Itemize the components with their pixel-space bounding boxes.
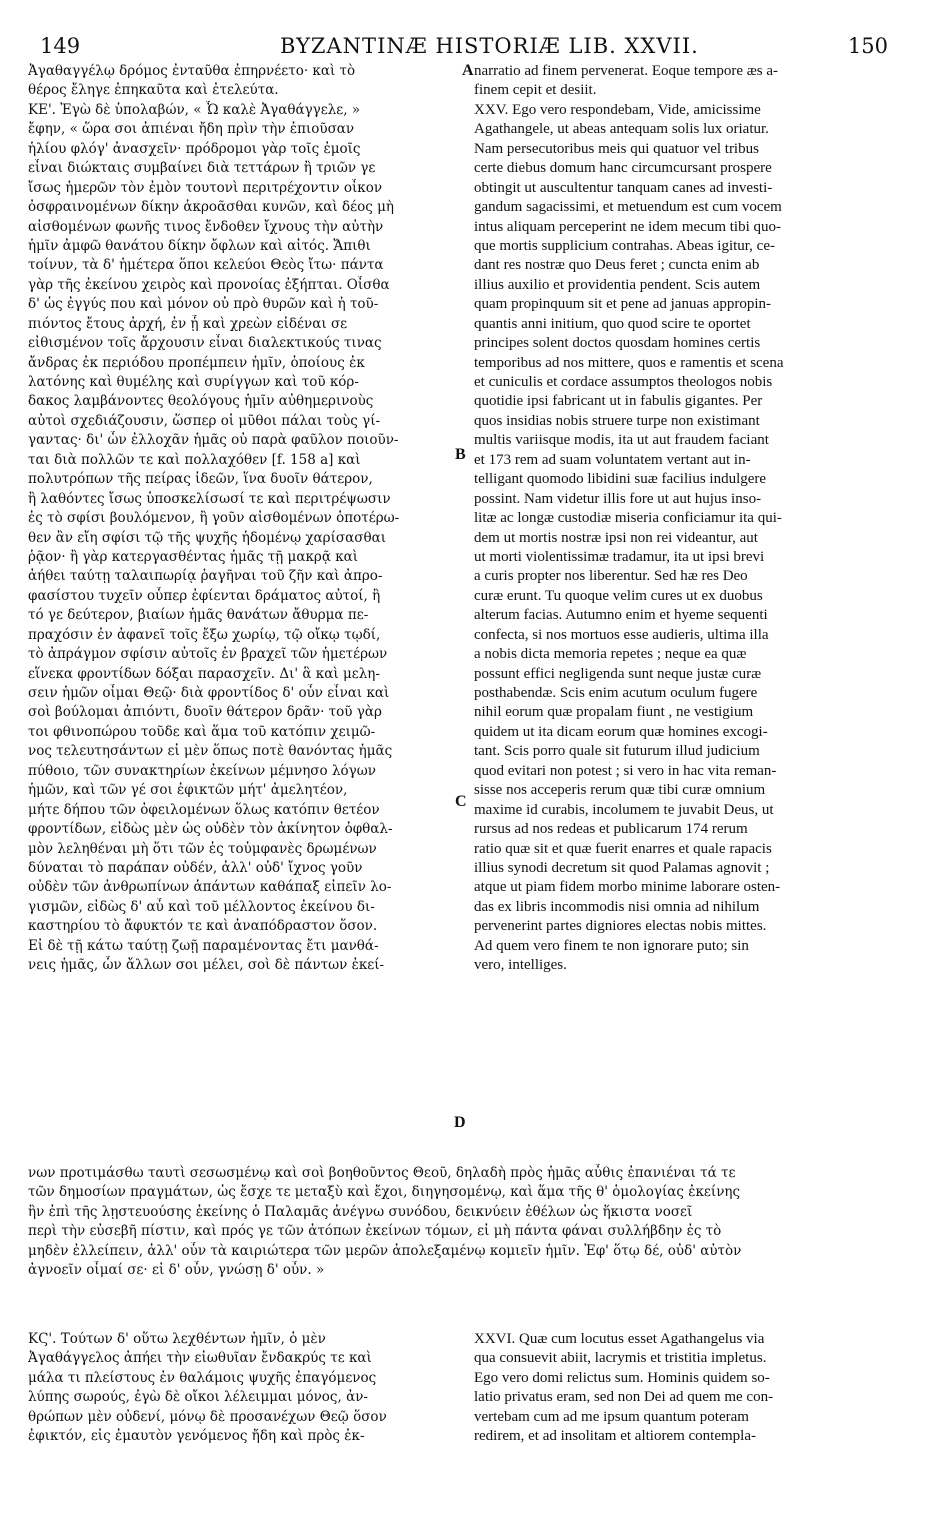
greek-text-line: δ' ὡς ἐγγύς που καὶ μόνον οὐ πρὸ θυρῶν καὶ ἡ τοῦ- [28,296,379,313]
greek-text-line: νων προτιμάσθω ταυτὶ σεσωσμένῳ καὶ σοὶ βοηθοῦντος Θεοῦ, δηλαδὴ πρὸς ἡμᾶς αὖθις ἐπανιέναι τά τε [28,1165,736,1181]
latin-text-line: narratio ad finem pervenerat. Eoque tempore æs a- [474,63,779,79]
greek-text-line: οὐδὲν τῶν ἀνθρωπίνων ἁπάντων καθάπαξ εἰπεῖν λο- [28,879,392,896]
latin-text-line: Nam persecutoribus meis qui quatuor vel tribus [474,140,759,157]
margin-marker-d: D [454,1114,466,1131]
latin-text-line: XXV. Ego vero respondebam, Vide, amicissime [474,101,761,118]
greek-text-line: μὸν λεληθέναι μὴ ὅτι τῶν ἐς τοὐμφανὲς δρωμένων [28,840,377,857]
latin-text-line: a curis propter nos liberentur. Sed hæ res Deo [474,568,748,585]
greek-text-line: εἶναι διώκταις συμβαίνει διὰ τεττάρων ἢ τριῶν γε [28,160,376,177]
greek-text-line: ὀσφραινομένων δίκην ἀκροᾶσθαι κυνῶν, καὶ δέος μὴ [28,199,394,216]
latin-text-line: das ex libris incommodis nisi omnia ad nihilum [474,898,760,915]
greek-text-line: τοίνυν, τὰ δ' ἡμέτερα ὅποι κελεύοι Θεὸς ἴτω· πάντα [28,257,384,274]
latin-text-line: temporibus ad nos mittere, quos e ramentis et scena [474,354,784,371]
greek-text-line: σοὶ βούλομαι ἀπιόντι, δυοῖν θάτερον δρᾶν· τοῦ γὰρ [28,704,382,721]
latin-text-line: vertebam cum ad me ipsum quantum poteram [474,1408,749,1425]
greek-text-line: ται διὰ πολλῶν τε καὶ πολλαχόθεν [f. 158 a] καὶ [28,451,361,468]
latin-text-line: qua consuevit abiit, lacrymis et tristitia impletus. [474,1350,767,1367]
latin-text-line: que mortis supplicium contrahas. Abeas igitur, ce- [474,237,775,254]
latin-text-line: possint. Nam videtur illis fore ut aut hujus inso- [474,490,762,507]
greek-text-line: θεν ἂν εἴη σφίσι τῷ τῆς ψυχῆς ἡδομένῳ χαρίσασθαι [28,529,386,546]
greek-text-line: λύπης σωρούς, ἐγὼ δὲ οἴκοι λέλειμμαι μόνος, ἀν- [28,1389,368,1406]
greek-text-line: εἰθισμένον τοῖς ἄρχουσιν εἶναι διαλεκτικούς τινας [28,335,382,352]
latin-text-line: tant. Scis porro quale sit futurum illud judicium [474,743,760,760]
greek-text-line: μηδὲν ἐλλείπειν, ἀλλ' οὖν τὰ καιριώτερα τῶν μερῶν ἀπολεξαμένῳ κομιεῖν ἡμῖν. Ἐφ' ὅτῳ δέ, οὐδ' αὐτὸν [28,1242,742,1259]
greek-text-line: θρώπων μὲν οὐδενί, μόνῳ δὲ προσανέχων Θεῷ ὅσον [28,1408,387,1425]
latin-text-line: posthabendæ. Scis enim acutum oculum fugere [474,685,758,701]
latin-text-line: rursus ad nos redeas et publicarum 174 rerum [474,821,748,838]
margin-marker-c: C [455,793,467,810]
latin-text-line: quam propinquum sit et pene ad januas appropin- [474,296,772,313]
latin-text-line: Ad quem vero finem te non ignorare puto; sin [474,937,749,954]
latin-text-line: dem ut mortis nostræ ipsi non rei videantur, aut [474,529,758,546]
greek-text-line: δύναται τὸ παράπαν οὐδέν, ἀλλ' οὐδ' ἴχνος γοῦν [28,859,363,876]
latin-text-line: litæ ac longæ custodiæ miseria conficiamur ita qui- [474,510,782,527]
latin-text-line: alterum facias. Autumno enim et hyeme sequenti [474,607,768,624]
greek-text-line: δακος λαμβάνοντες θεολόγους ἡμῖν αὐθημερινοὺς [28,393,374,410]
latin-text-line: possunt effici negligenda sunt neque justæ curæ [474,665,762,682]
greek-text-line: φροντίδων, εἰδὼς μὲν ὡς οὐδὲν τὸν ἀκίνητον ὀφθαλ- [28,821,393,838]
greek-text-line: εἵνεκα φροντίδων δόξαι παρασχεῖν. Δι' ἃ καὶ μελη- [28,665,380,682]
latin-text-line: certe diebus domum hanc circumcursant prospere [474,160,772,177]
greek-text-line: καστηρίου τὸ ἄφυκτόν τε καὶ ἀναπόδραστον ὅσον. [28,918,378,935]
margin-marker-a: A [462,62,474,79]
greek-text-line: πύθοιο, τῶν συνακτηρίων ἐκείνων μέμνησο λόγων [28,762,376,779]
latin-text-line: nihil eorum quæ propalam fiunt , ne vestigium [474,704,754,721]
greek-text-line: αἰσθομένων φωνῆς τινος ἔνδοθεν ἴχνους τὴν αὐτὴν [28,218,384,235]
greek-text-line: τὸ ἀπράγμον σφίσιν αὐτοῖς ἐν βραχεῖ τῶν ἡμετέρων [28,646,388,663]
latin-text-line: ratio quæ sit et quæ fuerit enarres et quale rapacis [474,840,772,857]
latin-text-line: obtingit ut auscultentur tanquam canes ad investi- [474,179,773,196]
greek-text-line: θέρος ἔληγε ἐπηκαῦτα καὶ ἐτελεύτα. [28,82,279,99]
greek-text-line: φασίστου τυχεῖν οὗπερ ἐφίενται δράματος αὐτοί, ἢ [28,587,381,604]
latin-column [474,62,894,976]
greek-text-line: Ἀγαθαγγέλῳ δρόμος ἐνταῦθα ἐπηρνέετο· καὶ τὸ [28,63,356,79]
latin-text-line: latio privatus eram, sed non Dei ad quem me con- [474,1389,774,1406]
latin-text-line: quidem ut ita dicam eorum quæ homines excogi- [474,723,768,740]
greek-text-line: τό γε δεύτερον, βιαίων ἡμᾶς θανάτων ἄθυρμα πε- [28,607,369,624]
latin-text-line: XXVI. Quæ cum locutus esset Agathangelus via [474,1331,765,1347]
latin-text-line: principes solent doctos quosdam homines certis [474,335,761,352]
latin-text-line: quotidie ipsi fabricant ut in fabulis gigantes. Per [474,393,763,410]
greek-text-line: τῶν δημοσίων πραγμάτων, ὡς ἔσχε τε μεταξὺ καὶ ἔχοι, διηγησομένῳ, καὶ ἅμα τῆς θ' ὁμολογίας ἐκείνης [28,1184,741,1201]
full-width-greek-text [28,1164,894,1281]
latin-text-line: intus aliquam perceperint ne idem mecum tibi quo- [474,218,781,235]
greek-text-line: ἡμῶν, καὶ τῶν γέ σοι ἐφικτῶν μήτ' ἀμελητέον, [28,782,348,799]
greek-text-line: ῥᾷον· ἢ γὰρ κατεργασθέντας ἡμᾶς τῇ μακρᾷ καὶ [28,548,359,565]
latin-text-line: illius auxilio et providentia pendent. Scis autem [474,276,761,293]
latin-text-line: dant res nostræ quo Deus feret ; cuncta enim ab [474,257,760,274]
latin-text-line: illius synodi decretum sit quod Palamas agnovit ; [474,859,770,876]
greek-text-line: ἣν ἐπὶ τῆς λῃστευούσης ἐκείνης ὁ Παλαμᾶς ἀνέγνω συνόδου, δεικνύειν ἐθέλων ὡς ἥκιστα νοσεῖ [28,1203,693,1220]
greek-text-line: νος τελευτησάντων εἰ μὲν ὅπως ποτὲ θανόντας ἡμᾶς [28,743,393,760]
left-page-number: 149 [40,34,81,58]
latin-text-line: et 173 rem ad suam voluntatem vertant aut in- [474,451,751,468]
greek-text-line: ἡλίου φλόγ' ἀνασχεῖν· πρόδρομοι γὰρ τοῖς ἐμοῖς [28,140,361,157]
latin-text-line: ut morti violentissimæ tradamur, ita ut ipsi brevi [474,548,765,565]
greek-text-line: ἢ λαθόντες ἴσως ὑποσκελίσωσί τε καὶ περιτρέψωσιν [28,490,391,507]
latin-text-line: telligant quomodo libidini suæ facilius indulgere [474,471,767,488]
greek-text-line: μάλα τι πλείστους ἐν θαλάμοις ψυχῆς ἐπαγόμενος [28,1369,377,1386]
greek-text-line: ἀήθει ταύτῃ ταλαιπωρίᾳ ῥαγῆναι τοῦ ζῆν καὶ ἀπρο- [28,568,383,585]
greek-text-line: περὶ τὴν εὐσεβῆ πίστιν, καὶ πρός γε τῶν ἀτόπων ἐκείνων τόμων, εἰ μὴ πάντα φάναι συλλήβδην ἐς τὸ [28,1223,722,1240]
latin-text-line: Agathangele, ut abeas antequam solis lux oriatur. [474,121,769,138]
latin-text-line: quod evitari non potest ; si vero in hac vita reman- [474,762,777,779]
greek-text-line: τοι φθινοπώρου τοῦδε καὶ ἅμα τοῦ κατόπιν χειμῶ- [28,723,376,740]
latin-text-line: confecta, si nos mortuos esse audieris, ultima illa [474,626,769,643]
latin-text-line: vero, intelliges. [474,957,567,974]
greek-text-line: ΚΕ'. Ἐγὼ δὲ ὑπολαβών, « Ὦ καλὲ Ἀγαθάγγελε, » [28,101,361,118]
greek-text-line: γισμῶν, εἰδὼς δ' αὖ καὶ τοῦ μέλλοντος ἐκείνου δι- [28,898,375,915]
greek-text-line: γὰρ τῆς ἐκείνου χειρὸς καὶ προνοίας ἐξήπται. Οἶσθα [28,276,390,293]
greek-text-line: Ἀγαθάγγελος ἀπήει τὴν εἰωθυῖαν ἔνδακρύς τε καὶ [28,1350,372,1367]
greek-text-line: ἀγνοεῖν οἶμαί σε· εἰ δ' οὖν, γνώσῃ δ' οὖν. » [28,1262,325,1279]
margin-marker-b: B [455,446,466,463]
greek-column [28,62,462,976]
greek-text-line: ΚϚ'. Τούτων δ' οὕτω λεχθέντων ἡμῖν, ὁ μὲν [28,1331,326,1347]
greek-text-line: μήτε δήπου τῶν ὀφειλομένων ὅλως κατόπιν θετέον [28,801,380,818]
latin-text-line: finem cepit et desiit. [474,82,597,99]
greek-text-line: πιόντος ἔτους ἀρχή, ἐν ᾗ καὶ χρεὼν εἰδέναι σε [28,315,348,332]
latin-text-line: pervenerint partes digniores electas nobis mittes. [474,918,767,935]
greek-text-line: γαντας· δι' ὧν ἐλλοχᾶν ἡμᾶς οὐ παρὰ φαῦλον ποιοῦν- [28,432,399,449]
running-title: BYZANTINÆ HISTORIÆ LIB. XXVII. [280,34,699,58]
greek-text-line: ἡμῖν ἀμφῶ θανάτου δίκην ὄφλων καὶ αἰτός. Ἄπιθι [28,237,371,254]
latin-text-line: Ego vero domi relictus sum. Hominis quidem so- [474,1369,770,1386]
latin-text-line: a nobis dicta memoria repetes ; neque ea quæ [474,646,747,663]
greek-text-line: πραχόσιν ἐν ἀφανεῖ τοῖς ἔξω χωρίῳ, τῷ οἴκῳ τῳδί, [28,626,381,643]
latin-text-line: et cuniculis et cordace assumptos theologos nobis [474,374,773,390]
greek-text-line: ἄνδρας ἐκ περιόδου προπέμπειν ἡμῖν, ὁποίους ἐκ [28,354,365,371]
latin-text-line: quos insidias nobis struere turpe non existimant [474,412,760,429]
latin-text-line: multis variisque modis, ita ut aut fraudem faciant [474,432,769,449]
greek-text-line: ἴσως ἡμερῶν τὸν ἐμὸν τουτονὶ περιτρέχοντιν οἶκον [28,179,383,196]
greek-text-line: νεις ἡμᾶς, ὧν ἄλλων σοι μέλει, σοὶ δὲ πάντων ἐκεί- [28,957,385,974]
latin-text-line: gandum sagacissimi, et metuendum est cum vocem [474,199,782,216]
latin-column-section-26 [474,1330,894,1447]
latin-text-line: atque ut piam fidem morbo minime laborare osten- [474,879,781,896]
latin-text-line: redirem, et ad insolitam et altiorem contempla- [474,1428,756,1445]
latin-text-line: maxime id curabis, incolumem te juvabit Deus, ut [474,801,774,818]
latin-text-line: sisse nos acceperis rerum quæ tibi curæ omnium [474,782,766,799]
greek-text-line: αὐτοὶ σχεδιάζουσιν, ὥσπερ οἱ μῦθοι πάλαι τοὺς γί- [28,412,381,429]
latin-text-line: curæ erunt. Tu quoque velim cures ut ex duobus [474,587,763,604]
greek-text-line: σειν ἡμῶν οἶμαι Θεῷ· διὰ φροντίδος δ' οὖν εἶναι καὶ [28,685,390,701]
greek-text-line: Εἰ δὲ τῇ κάτω ταύτῃ ζωῇ παραμένοντας ἔτι μανθά- [28,937,379,954]
greek-text-line: λατόνης καὶ θυμέλης καὶ συρίγγων καὶ τοῦ κόρ- [28,374,359,390]
right-page-number: 150 [847,34,888,58]
greek-column-section-26 [28,1330,462,1447]
greek-text-line: ἐφικτόν, εἰς ἐμαυτὸν γενόμενος ἤδη καὶ πρὸς ἐκ- [28,1428,365,1445]
latin-text-line: quantis anni initium, quo quod scire te oportet [474,315,751,332]
greek-text-line: πολυτρόπων τῆς πείρας ἰδεῶν, ἵνα δυοῖν θάτερον, [28,471,373,488]
greek-text-line: ἐς τὸ σφίσι βουλόμενον, ἢ γοῦν αἰσθομένων ὁποτέρω- [28,510,400,527]
greek-text-line: ἔφην, « ὥρα σοι ἀπιέναι ἤδη πρὶν τὴν ἐπιοῦσαν [28,121,355,138]
